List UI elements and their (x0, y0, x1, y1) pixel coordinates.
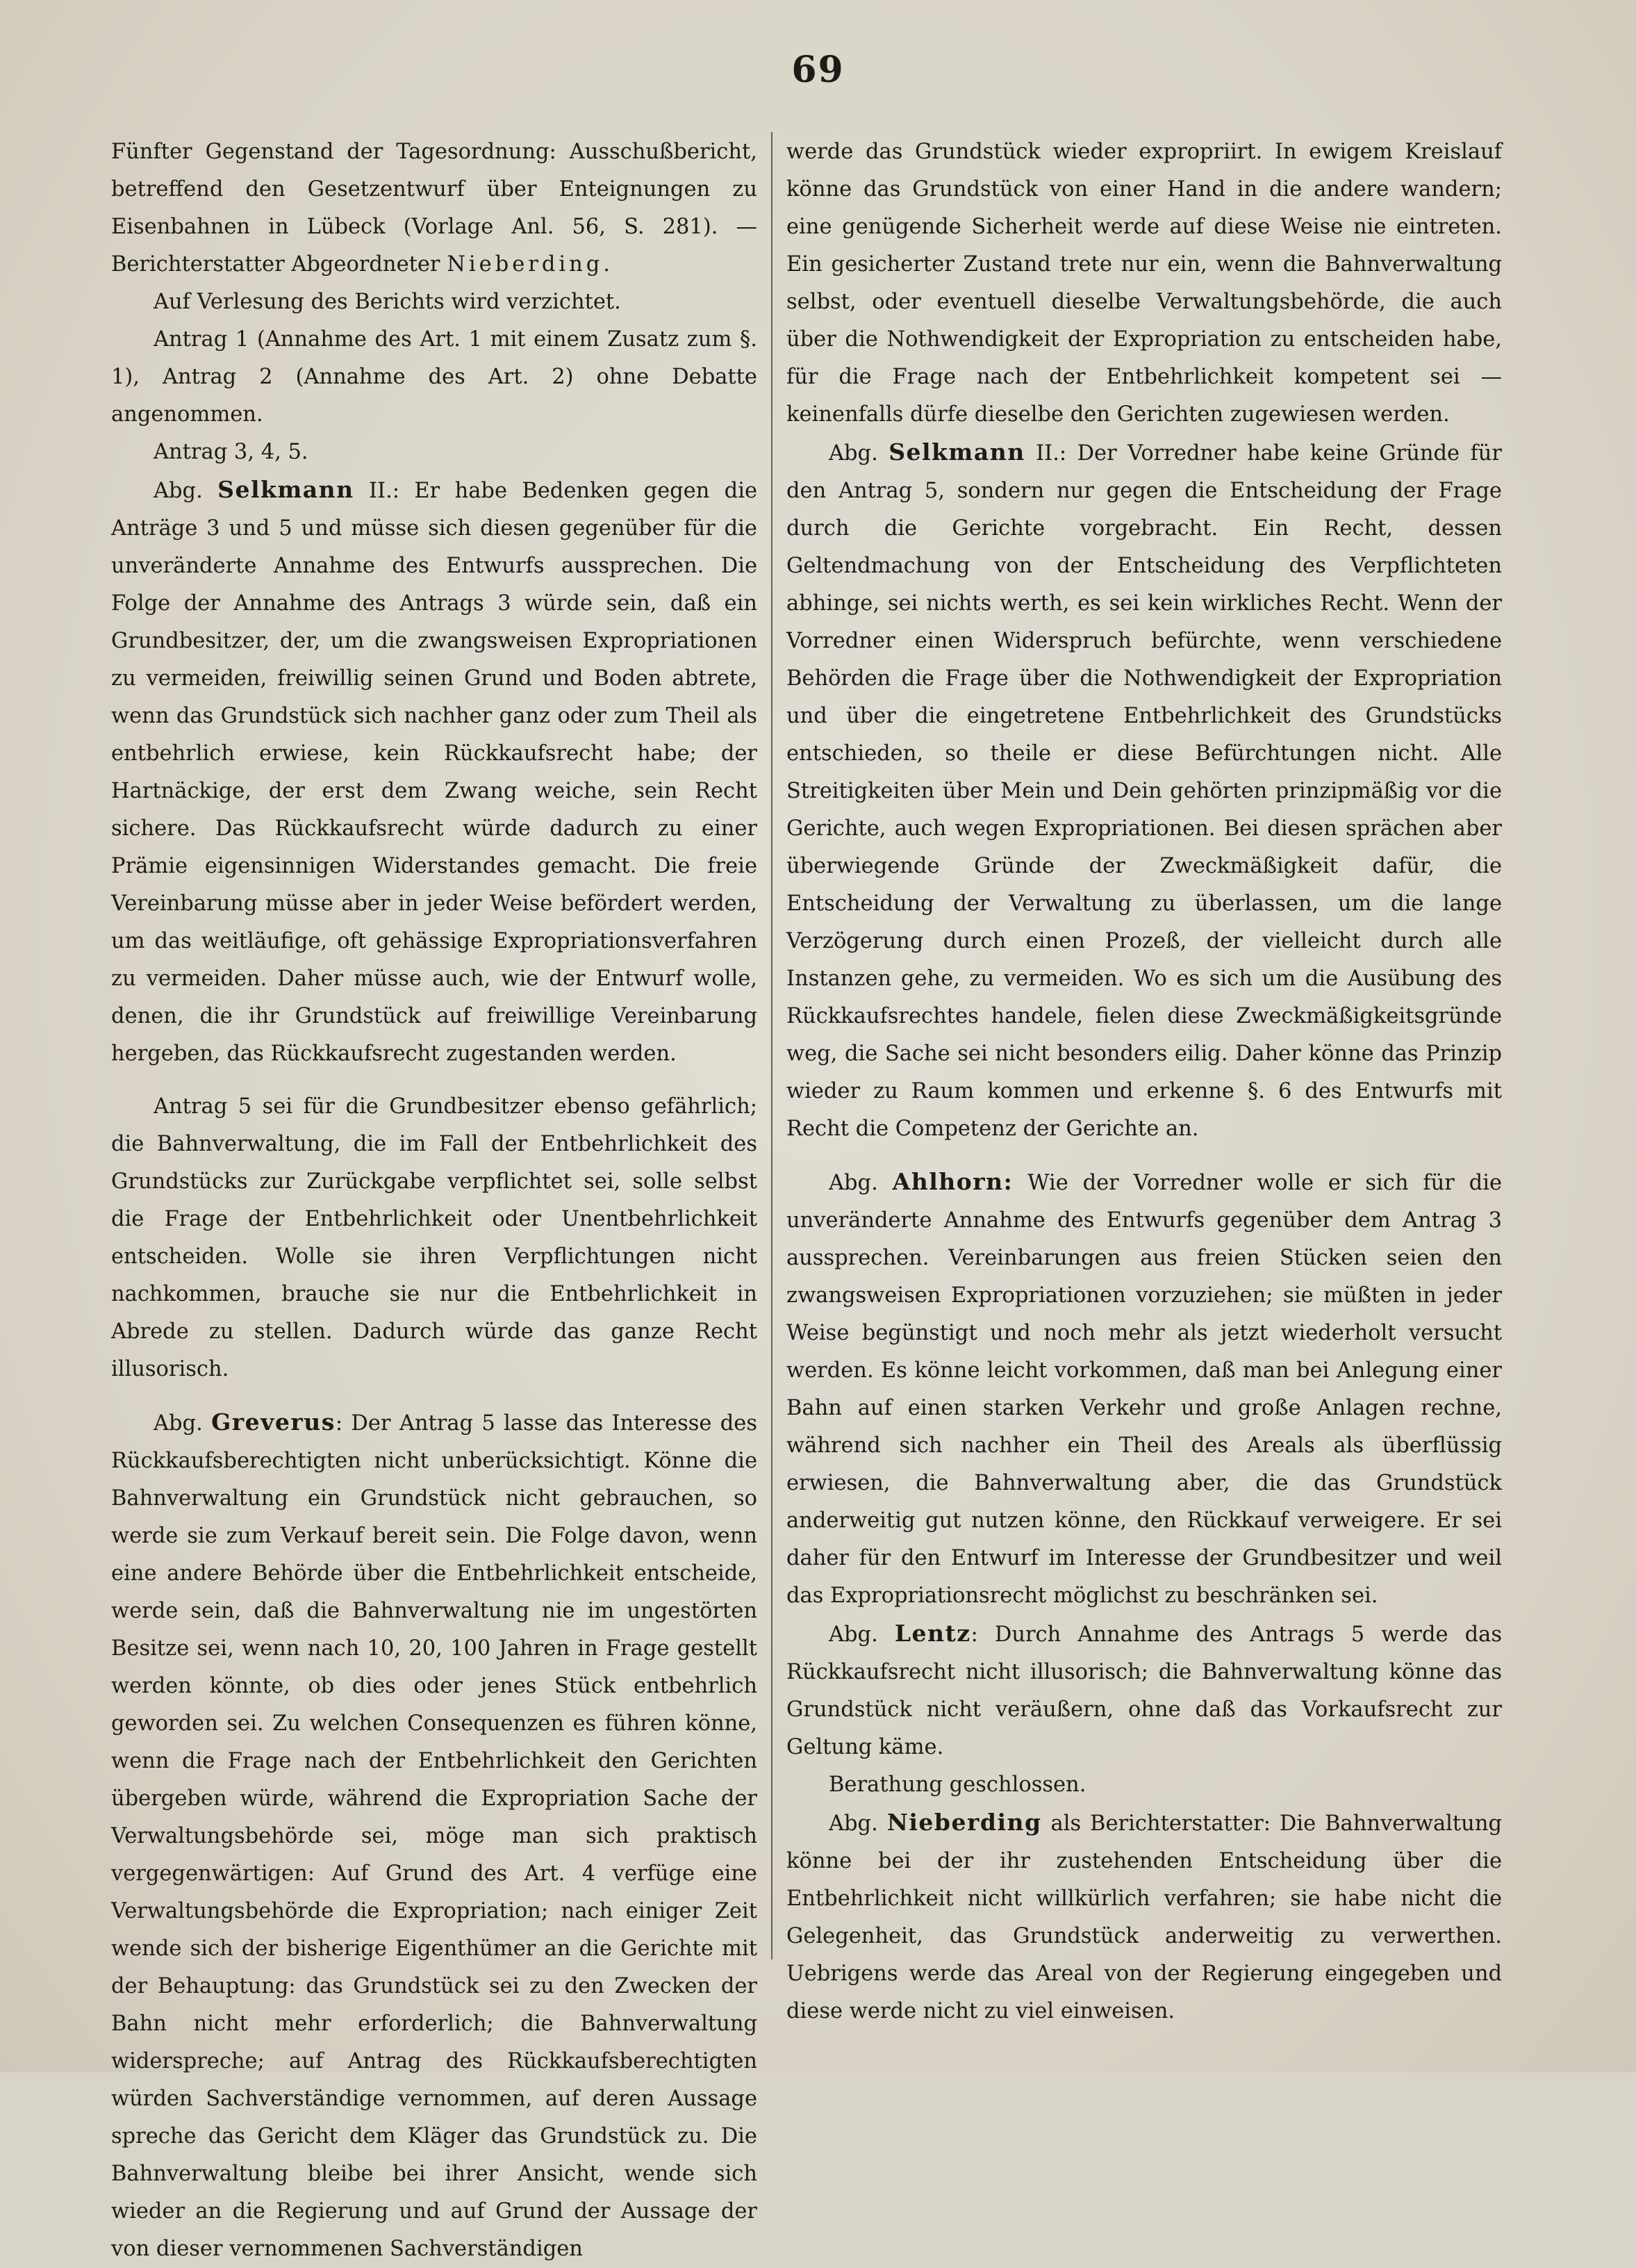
paragraph-debate-closed: Berathung geschlossen. (829, 1773, 1086, 1797)
paragraph-motions-3-4-5: Antrag 3, 4, 5. (154, 440, 308, 464)
speaker-name: Nieberding (886, 1809, 1042, 1836)
speaker-name: Selkmann (217, 476, 354, 503)
speech-nieberding: Abg. Nieberding als Berichterstatter: Die Bahnverwaltung könne bei der ihr zustehenden Entscheidung über die Entbehrlichkeit nicht willkürlich verfahren; sie habe nicht die Gelegenheit, das Grundstück anderweitig zu verwerthen. Uebrigens werde das Areal von der Regierung eingegeben und diese werde nicht zu viel einweisen. (786, 1809, 1502, 2023)
speech-greverus: Abg. Greverus: Der Antrag 5 lasse das Interesse des Rückkaufsberechtigten nicht unberücksichtigt. Könne die Bahnverwaltung ein Grundstück nicht gebrauchen, so werde sie zum Verkauf bereit sein. Die Folge davon, wenn eine andere Behörde über die Entbehrlichkeit entscheide, werde sein, daß die Bahnverwaltung nie im ungestörten Besitze sei, wenn nach 10, 20, 100 Jahren in Frage gestellt werden könnte, ob dies oder jenes Stück entbehrlich geworden sei. Zu welchen Consequenzen es führen könne, wenn die Frage nach der Entbehrlichkeit den Gerichten übergeben würde, während die Expropriation Sache der Verwaltungsbehörde sei, möge man sich praktisch vergegenwärtigen: Auf Grund des Art. 4 verfüge eine Verwaltungsbehörde die Expropriation; nach einiger Zeit wende sich der bisherige Eigenthümer an die Gerichte mit der Behauptung: das Grundstück sei zu den Zwecken der Bahn nicht mehr erforderlich; die Bahnverwaltung widerspreche; auf Antrag des Rückkaufsberechtigten würden Sachverständige vernommen, auf deren Aussage spreche das Gericht dem Kläger das Grundstück zu. Die Bahnverwaltung bleibe bei ihrer Ansicht, wende sich wieder an die Regierung und auf Grund der Aussage der von dieser vernommenen Sachverständigen (111, 1408, 757, 2261)
paragraph-motions-1-2: Antrag 1 (Annahme des Art. 1 mit einem Zusatz zum §. 1), Antrag 2 (Annahme des Art. 2) ohne Debatte angenommen. (111, 327, 757, 427)
speech-selkmann-reply: Abg. Selkmann II.: Der Vorredner habe keine Gründe für den Antrag 5, sondern nur gegen die Entscheidung der Frage durch die Gerichte vorgebracht. Ein Recht, dessen Geltendmachung von der Entscheidung des Verpflichteten abhinge, sei nichts werth, es sei kein wirkliches Recht. Wenn der Vorredner einen Widerspruch befürchte, wenn verschiedene Behörden die Frage über die Nothwendigkeit der Expropriation und über die eingetretene Entbehrlichkeit des Grundstücks entschieden, so theile er diese Befürchtungen nicht. Alle Streitigkeiten über Mein und Dein gehörten prinzipmäßig vor die Gerichte, auch wegen Expropriationen. Bei diesen sprächen aber überwiegende Gründe der Zweckmäßigkeit dafür, die Entscheidung der Verwaltung zu überlassen, um die lange Verzögerung durch einen Prozeß, der vielleicht durch alle Instanzen gehe, zu vermeiden. Wo es sich um die Ausübung des Rückkaufsrechtes handele, fielen diese Zweckmäßigkeitsgründe weg, die Sache sei nicht besonders eilig. Daher könne das Prinzip wieder zu Raum kommen und erkenne §. 6 des Entwurfs mit Recht die Competenz der Gerichte an. (786, 438, 1503, 1141)
speaker-name: Selkmann (889, 438, 1025, 466)
paragraph-antrag-5: Antrag 5 sei für die Grundbesitzer ebenso gefährlich; die Bahnverwaltung, die im Fall der Entbehrlichkeit des Grundstücks zur Zurückgabe verpflichtet sei, solle selbst die Frage der Entbehrlichkeit oder Unentbehrlichkeit entscheiden. Wolle sie ihren Verpflichtungen nicht nachkommen, brauche sie nur die Entbehrlichkeit in Abrede zu stellen. Dadurch würde das ganze Recht illusorisch. (111, 1094, 757, 1381)
speech-greverus-continued: werde das Grundstück wieder expropriirt. In ewigem Kreislauf könne das Grundstück von einer Hand in die andere wandern; eine genügende Sicherheit werde auf diese Weise nie eintreten. Ein gesicherter Zustand trete nur ein, wenn die Bahnverwaltung selbst, oder eventuell dieselbe Verwaltungsbehörde, die auch über die Nothwendigkeit der Expropriation zu entscheiden habe, für die Frage nach der Entbehrlichkeit kompetent sei — keinenfalls dürfe dieselbe den Gerichten zugewiesen werden. (786, 140, 1502, 427)
column-divider (771, 132, 772, 1959)
speech-lentz: Abg. Lentz: Durch Annahme des Antrags 5 werde das Rückkaufsrecht nicht illusorisch; die Bahnverwaltung könne das Grundstück nicht veräußern, ohne daß das Vorkaufsrecht zur Geltung käme. (786, 1620, 1502, 1759)
paragraph-reading-waived: Auf Verlesung des Berichts wird verzichtet. (154, 290, 621, 314)
rapporteur-name: Nieberding. (447, 252, 614, 277)
speaker-name: Lentz (894, 1620, 971, 1647)
speech-ahlhorn: Abg. Ahlhorn: Wie der Vorredner wolle er sich für die unveränderte Annahme des Entwurfs gegenüber dem Antrag 3 aussprechen. Vereinbarungen aus freien Stücken seien den zwangsweisen Expropriationen vorzuziehen; sie müßten in jeder Weise begünstigt und noch mehr als jetzt wiederholt versucht werden. Es könne leicht vorkommen, daß man bei Anlegung einer Bahn auf einen starken Verkehr und große Anlagen rechne, während sich nachher ein Theil des Areals als überflüssig erwiesen, die Bahnverwaltung aber, die das Grundstück anderweitig gut nutzen könne, den Rückkauf verweigere. Er sei daher für den Entwurf im Interesse der Grundbesitzer und weil das Expropriationsrecht möglichst zu beschränken sei. (786, 1168, 1502, 1608)
speaker-name: Ahlhorn: (892, 1168, 1014, 1195)
speaker-name: Greverus (211, 1408, 336, 1436)
page-number: 69 (791, 49, 845, 91)
left-column (111, 133, 757, 2268)
speech-selkmann: Abg. Selkmann II.: Er habe Bedenken gegen die Anträge 3 und 5 und müsse sich diesen gegenüber für die unveränderte Annahme des Entwurfs aussprechen. Die Folge der Annahme des Antrags 3 würde sein, daß ein Grundbesitzer, der, um die zwangsweisen Expropriationen zu vermeiden, freiwillig seinen Grund und Boden abtrete, wenn das Grundstück sich nachher ganz oder zum Theil als entbehrlich erwiese, kein Rückkaufsrecht habe; der Hartnäckige, der erst dem Zwang weiche, sein Recht sichere. Das Rückkaufsrecht würde dadurch zu einer Prämie eigensinnigen Widerstandes gemacht. Die freie Vereinbarung müsse aber in jeder Weise befördert werden, um das weitläufige, oft gehässige Expropriationsverfahren zu vermeiden. Daher müsse auch, wie der Entwurf wolle, denen, die ihr Grundstück auf freiwillige Vereinbarung hergeben, das Rückkaufsrecht zugestanden werden. (111, 476, 758, 1066)
right-column (786, 133, 1502, 2030)
agenda-item-heading: Fünfter Gegenstand der Tagesordnung: Ausschußbericht, betreffend den Gesetzentwurf über Enteignungen zu Eisenbahnen in Lübeck (Vorlage Anl. 56, S. 281). — Berichterstatter Abgeordneter Nieberding. (111, 140, 757, 277)
